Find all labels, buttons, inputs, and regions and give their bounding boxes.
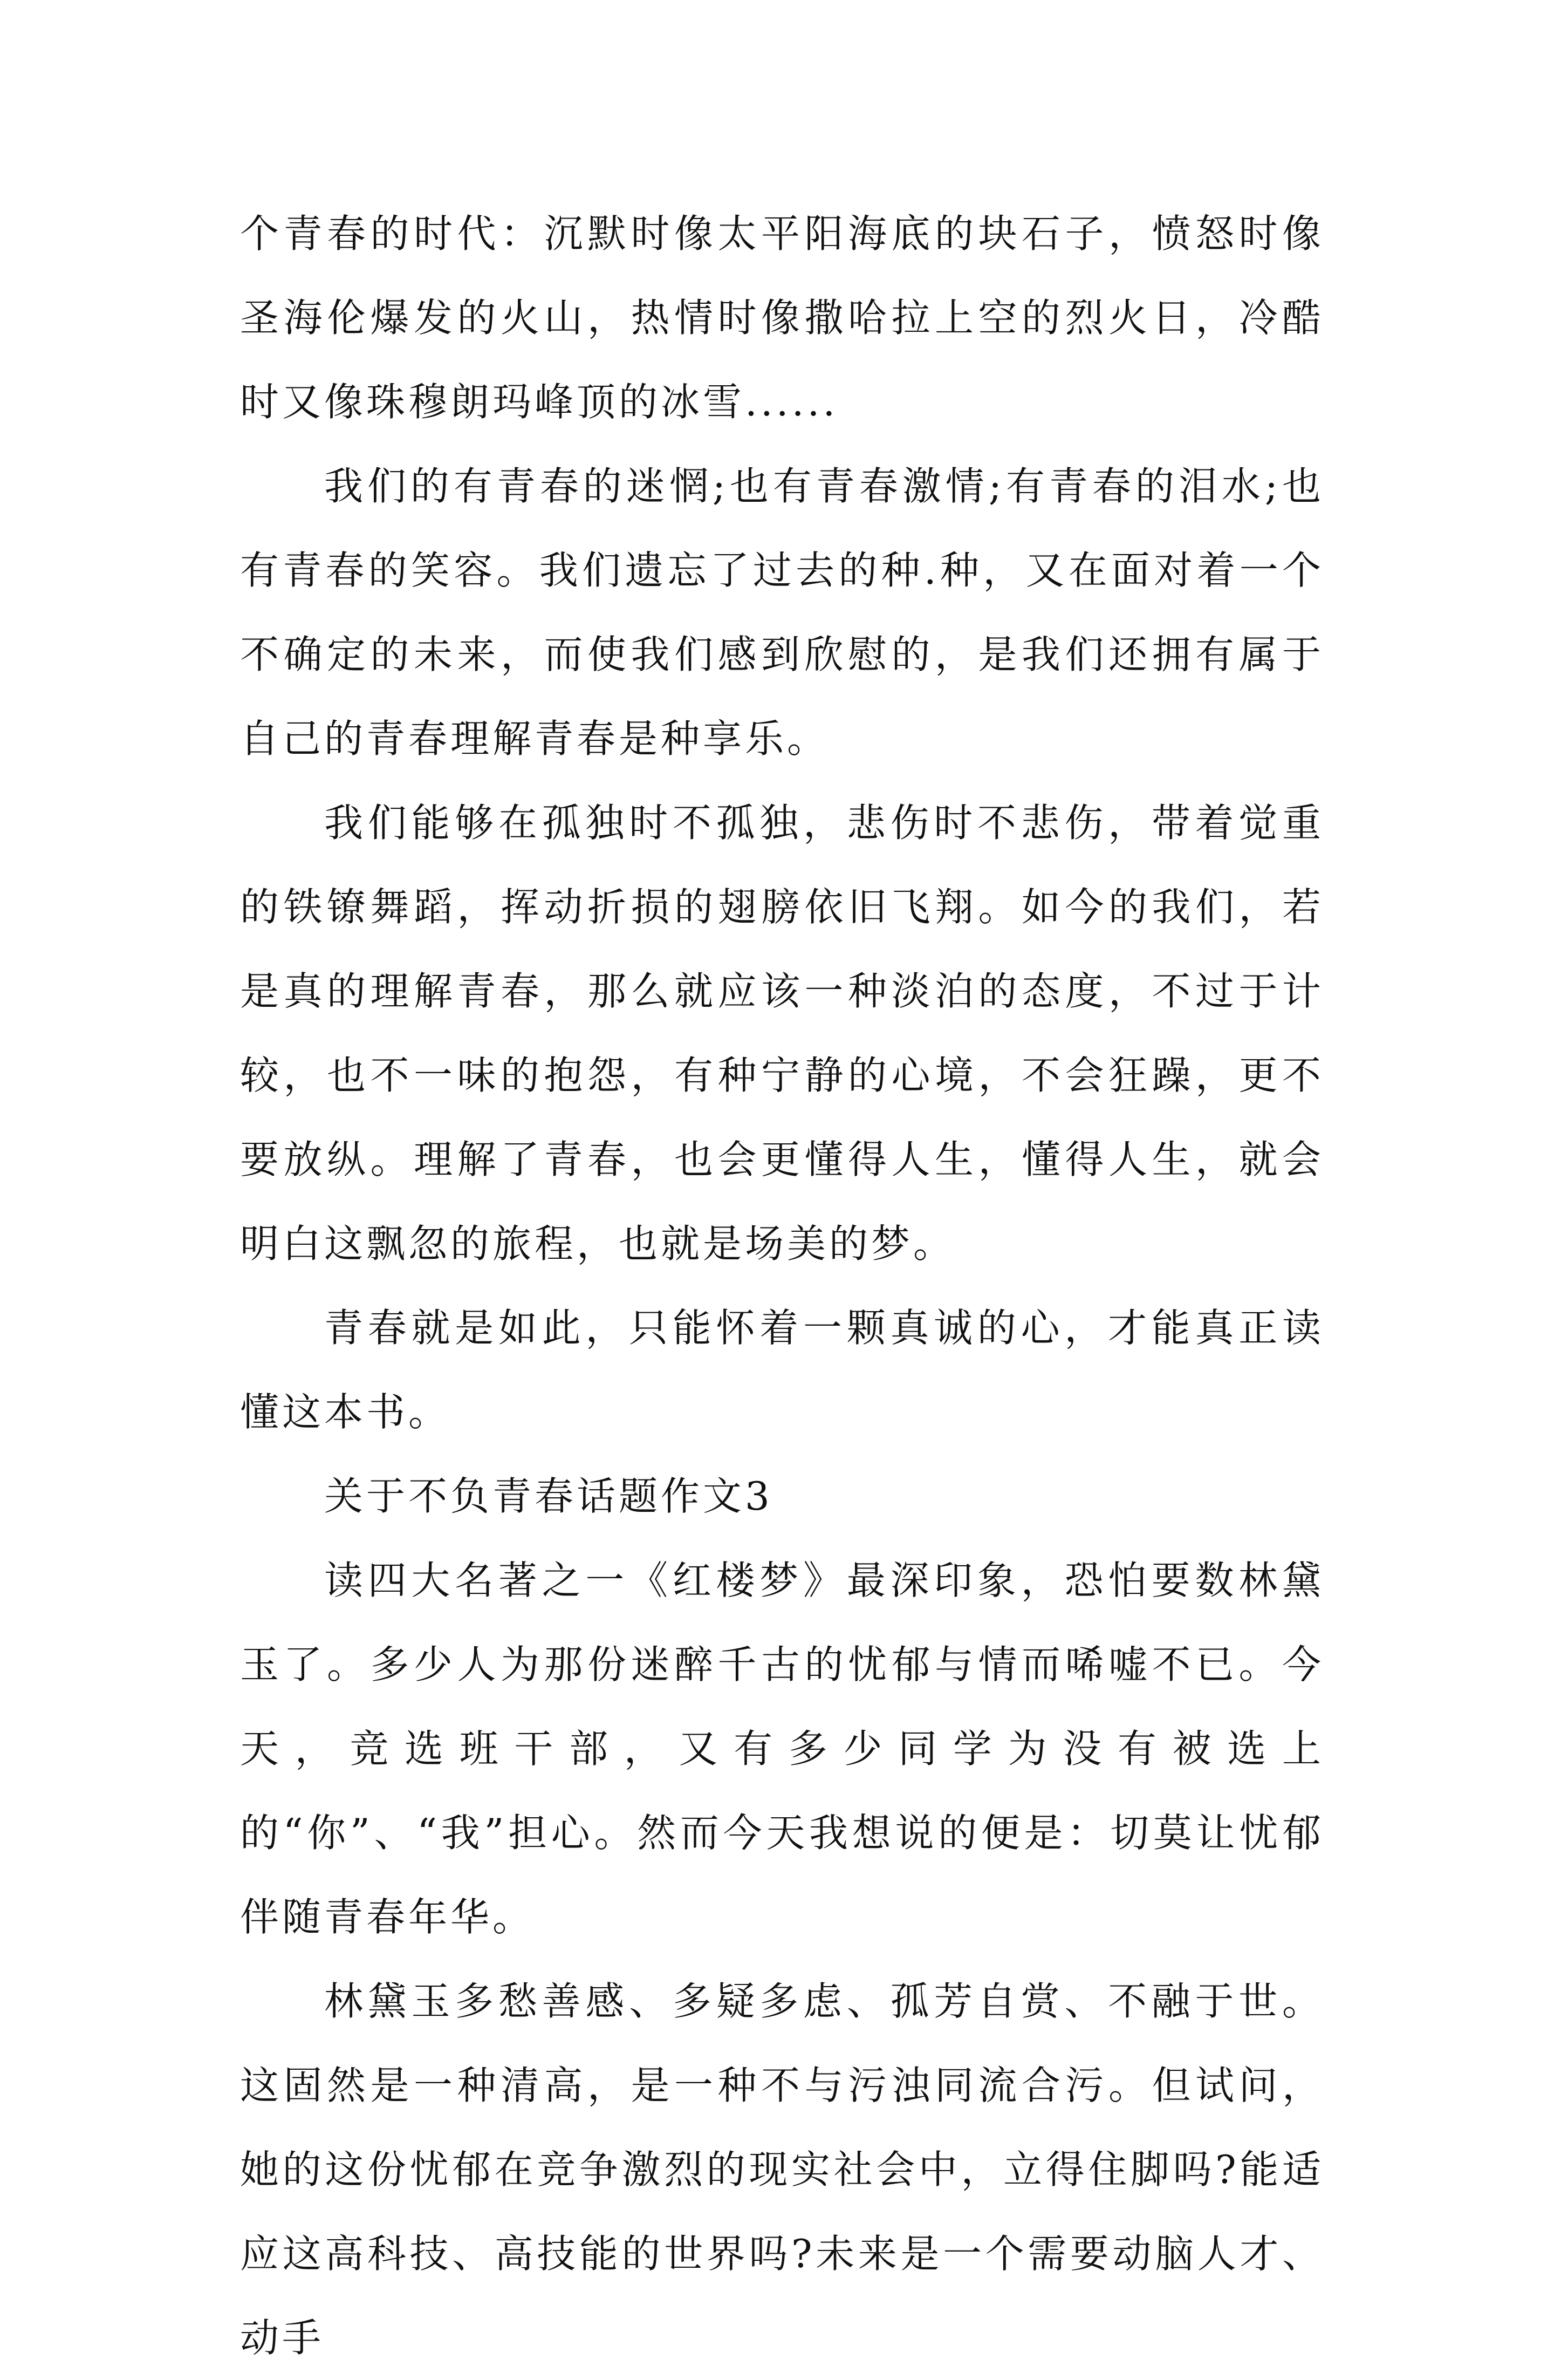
paragraph: 林黛玉多愁善感、多疑多虑、孤芳自赏、不融于世。这固然是一种清高，是一种不与污浊同流合污。但试问，她的这份忧郁在竞争激烈的现实社会中，立得住脚吗?能适应这高科技、高技能的世界吗?未来是一个需要动脑人才、动手 xyxy=(240,1979,1324,2361)
paragraph: 我们的有青春的迷惘;也有青春激情;有青春的泪水;也有青春的笑容。我们遗忘了过去的种.种，又在面对着一个不确定的未来，而使我们感到欣慰的，是我们还拥有属于自己的青春理解青春是种享乐。 xyxy=(240,463,1324,761)
paragraph-continuation: 个青春的时代：沉默时像太平阳海底的块石子，愤怒时像圣海伦爆发的火山，热情时像撒哈拉上空的烈火日，冷酷时又像珠穆朗玛峰顶的冰雪...... xyxy=(240,211,1324,425)
paragraph: 青春就是如此，只能怀着一颗真诚的心，才能真正读懂这本书。 xyxy=(240,1305,1324,1435)
paragraph: 读四大名著之一《红楼梦》最深印象，恐怕要数林黛玉了。多少人为那份迷醉千古的忧郁与情而唏嘘不已。今天，竞选班干部，又有多少同学为没有被选上的“你”、“我”担心。然而今天我想说的便是：切莫让忧郁伴随青春年华。 xyxy=(240,1558,1324,1940)
paragraph: 我们能够在孤独时不孤独，悲伤时不悲伤，带着觉重的铁镣舞蹈，挥动折损的翅膀依旧飞翔。如今的我们，若是真的理解青春，那么就应该一种淡泊的态度，不过于计较，也不一味的抱怨，有种宁静的心境，不会狂躁，更不要放纵。理解了青春，也会更懂得人生，懂得人生，就会明白这飘忽的旅程，也就是场美的梦。 xyxy=(240,800,1324,1266)
section-heading: 关于不负青春话题作文3 xyxy=(324,1474,773,1519)
document-body xyxy=(240,192,1324,2380)
